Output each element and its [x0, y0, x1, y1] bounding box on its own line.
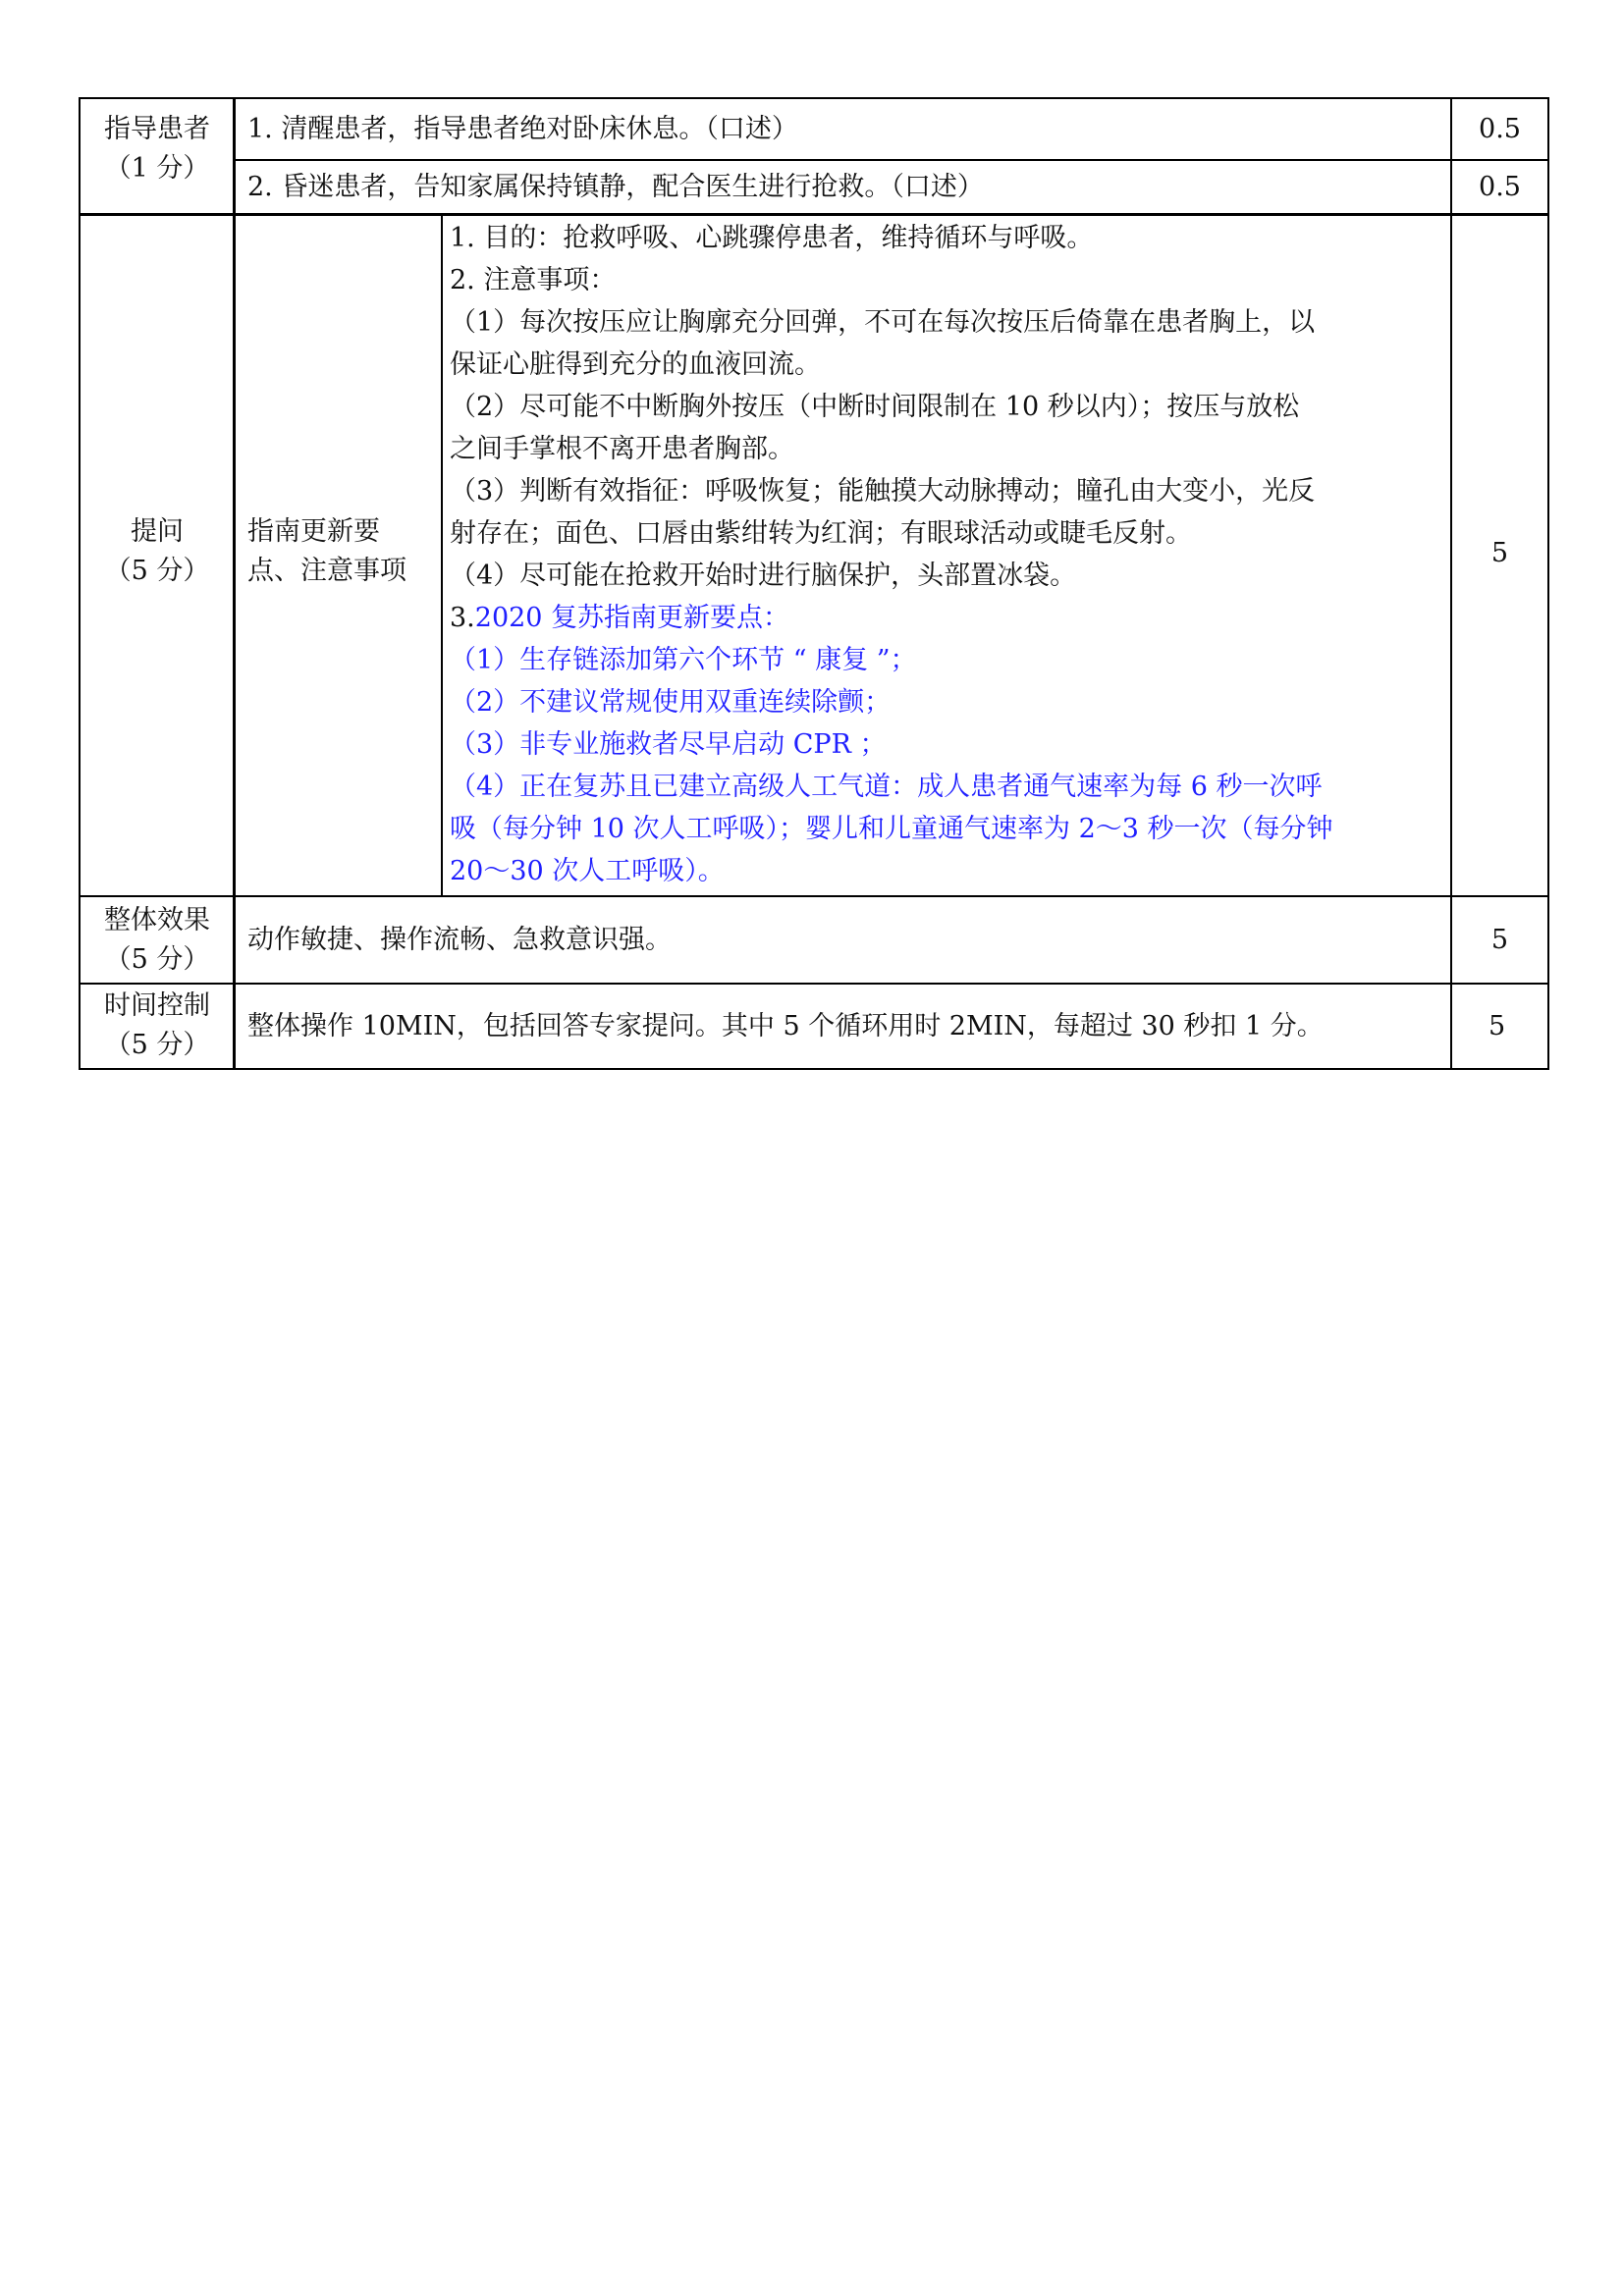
content-line-highlight: （1）生存链添加第六个环节 “ 康复 ”； — [450, 645, 917, 675]
content-line-highlight: （4）正在复苏且已建立高级人工气道：成人患者通气速率为每 6 秒一次呼 — [450, 772, 1323, 802]
content-line-highlight: 吸（每分钟 10 次人工呼吸）；婴儿和儿童通气速率为 2～3 秒一次（每分钟 — [450, 814, 1333, 844]
row-divider — [79, 895, 1549, 897]
subcategory-cell — [236, 512, 441, 591]
content-line-highlight: （2）不建议常规使用双重连续除颤； — [450, 687, 892, 718]
category-cell-time-control — [81, 987, 234, 1065]
content-line-heading — [450, 597, 789, 639]
content-line: 保证心脏得到充分的血液回流。 — [450, 349, 821, 380]
category-points: （5 分） — [104, 556, 210, 586]
category-cell-overall-effect — [81, 901, 234, 980]
item-score: 5 — [1490, 925, 1509, 955]
heading-number: 3. — [450, 603, 475, 633]
category-points: （5 分） — [104, 1030, 210, 1060]
item-text: 整体操作 10MIN，包括回答专家提问。其中 5 个循环用时 2MIN，每超过 30 秒扣 1 分。 — [247, 1011, 1324, 1041]
content-line: （3）判断有效指征：呼吸恢复；能触摸大动脉搏动；瞳孔由大变小，光反 — [450, 476, 1316, 507]
item-score: 0.5 — [1479, 172, 1521, 202]
column-divider — [441, 213, 443, 897]
subcategory-line: 点、注意事项 — [247, 556, 406, 586]
row-divider — [79, 983, 1549, 985]
subcategory-line: 指南更新要 — [247, 516, 380, 547]
item-text: 1. 清醒患者，指导患者绝对卧床休息。（口述） — [247, 114, 798, 144]
item-score: 5 — [1490, 538, 1509, 568]
table-top-border — [79, 97, 1549, 99]
category-cell-questions — [81, 512, 234, 591]
content-line: （2）尽可能不中断胸外按压（中断时间限制在 10 秒以内）；按压与放松 — [450, 392, 1300, 422]
table-bottom-border — [79, 1068, 1549, 1070]
content-line-highlight: （3）非专业施救者尽早启动 CPR ； — [450, 729, 887, 760]
content-line: 射存在；面色、口唇由紫绀转为红润；有眼球活动或睫毛反射。 — [450, 518, 1192, 549]
row-divider — [234, 159, 1549, 161]
row-divider — [79, 213, 1549, 216]
item-text: 2. 昏迷患者，告知家属保持镇静，配合医生进行抢救。（口述） — [247, 172, 984, 202]
category-label: 时间控制 — [104, 990, 210, 1021]
table-right-border — [1547, 97, 1549, 1070]
content-line-highlight: 20～30 次人工呼吸）。 — [450, 856, 725, 886]
content-line: （4）尽可能在抢救开始时进行脑保护，头部置冰袋。 — [450, 561, 1077, 591]
category-label: 指导患者 — [104, 114, 210, 144]
content-line: 之间手掌根不离开患者胸部。 — [450, 434, 794, 464]
content-line: （1）每次按压应让胸廓充分回弹，不可在每次按压后倚靠在患者胸上，以 — [450, 307, 1316, 338]
heading-text: 2020 复苏指南更新要点： — [474, 603, 790, 633]
category-points: （1 分） — [104, 153, 210, 184]
item-text: 动作敏捷、操作流畅、急救意识强。 — [247, 925, 672, 955]
content-line: 2. 注意事项： — [450, 265, 617, 295]
category-points: （5 分） — [104, 944, 210, 975]
category-label: 整体效果 — [104, 905, 210, 935]
category-cell-guide-patient — [81, 110, 234, 188]
item-score: 5 — [1489, 1011, 1506, 1041]
item-score: 0.5 — [1479, 114, 1521, 144]
category-label: 提问 — [131, 516, 184, 547]
content-line: 1. 目的：抢救呼吸、心跳骤停患者，维持循环与呼吸。 — [450, 223, 1094, 253]
